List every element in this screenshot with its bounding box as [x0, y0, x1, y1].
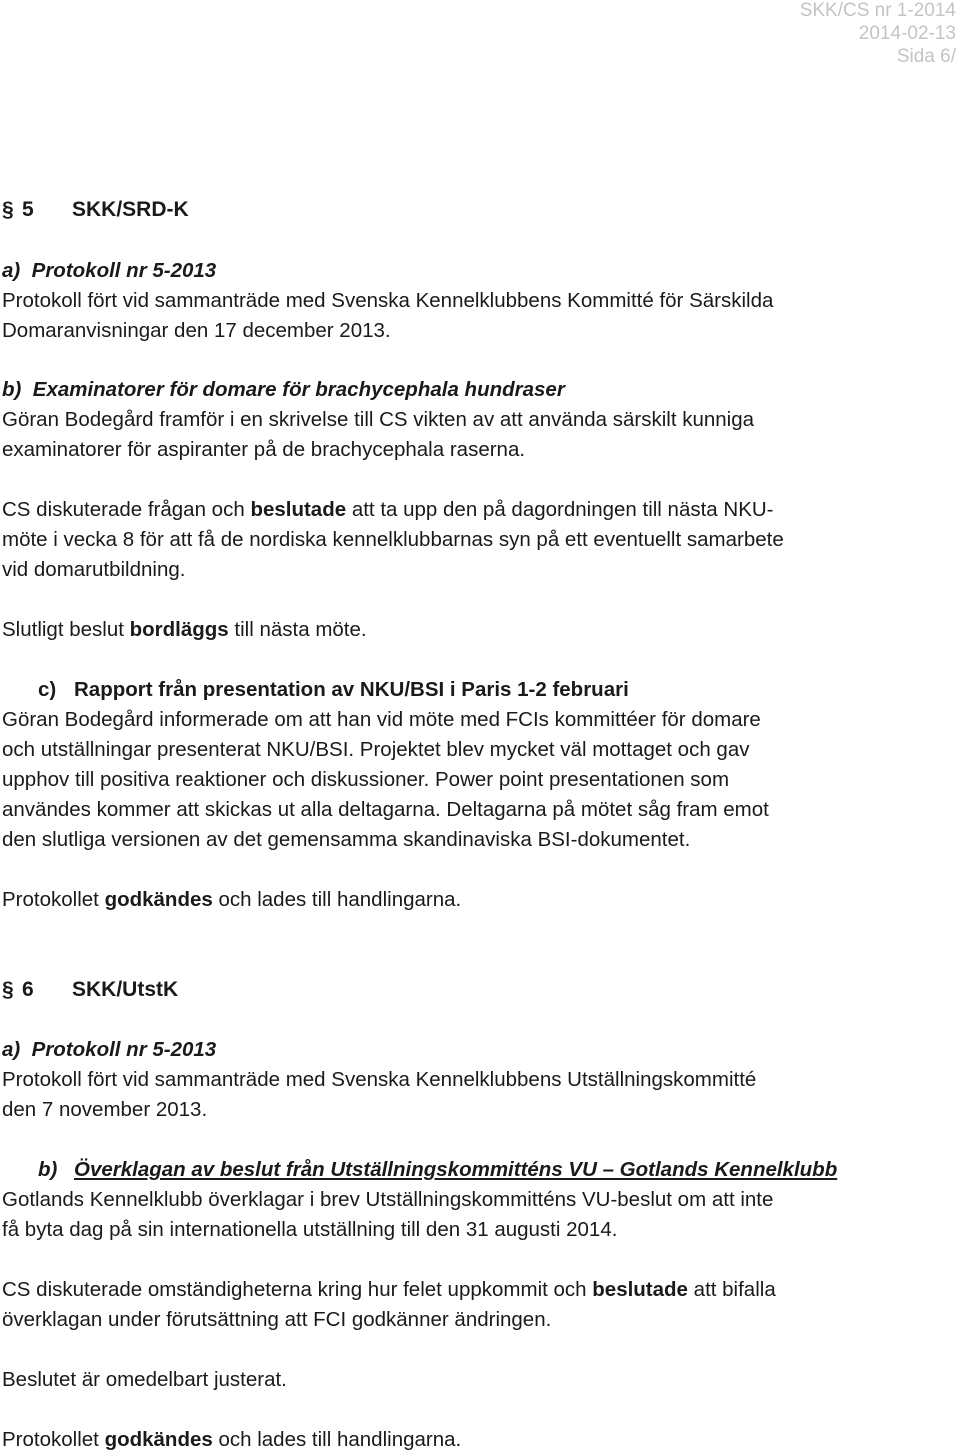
text-line: den slutliga versionen av det gemensamma skandinaviska BSI-dokumentet. — [2, 828, 691, 851]
text-span: till nästa möte. — [228, 618, 367, 641]
section-title: SKK/SRD-K — [72, 198, 189, 221]
item-label: c) — [38, 678, 57, 701]
text-span: Protokollet — [2, 888, 105, 911]
bold-text: beslutade — [250, 498, 347, 521]
section-number: 5 — [22, 198, 34, 221]
item-label: b) — [38, 1158, 58, 1181]
bold-text: bordläggs — [129, 618, 229, 641]
text-span: och lades till handlingarna. — [212, 888, 462, 911]
header-page: Sida 6/ — [896, 46, 956, 67]
text-line: den 7 november 2013. — [2, 1098, 208, 1121]
item-title: Rapport från presentation av NKU/BSI i Paris 1-2 februari — [74, 678, 629, 701]
text-line: examinatorer för aspiranter på de brachycephala raserna. — [2, 438, 526, 461]
text-line: möte i vecka 8 för att få de nordiska kennelklubbarnas syn på ett eventuellt samarbete — [2, 528, 784, 551]
section-mark: § — [2, 198, 14, 221]
item-label: b) — [2, 378, 22, 401]
section-title: SKK/UtstK — [72, 978, 179, 1001]
item-label: a) — [2, 1038, 21, 1061]
text-line: Beslutet är omedelbart justerat. — [2, 1368, 287, 1391]
item-title: Protokoll nr 5-2013 — [31, 1038, 217, 1061]
bold-text: godkändes — [104, 888, 213, 911]
text-line: Göran Bodegård framför i en skrivelse till CS vikten av att använda särskilt kunniga — [2, 408, 755, 431]
text-line: och utställningar presenterat NKU/BSI. Projektet blev mycket väl mottaget och gav — [2, 738, 750, 761]
item-title: Examinatorer för domare för brachycephala hundraser — [32, 378, 565, 401]
header-date: 2014-02-13 — [858, 23, 956, 44]
header-doc-id: SKK/CS nr 1-2014 — [799, 0, 956, 21]
text-line: överklagan under förutsättning att FCI godkänner ändringen. — [2, 1308, 552, 1331]
item-title: Överklagan av beslut från Utställningskommitténs VU – Gotlands Kennelklubb — [74, 1158, 838, 1181]
item-5c-heading — [2, 675, 629, 705]
item-5b-heading — [2, 375, 565, 405]
text-span: CS diskuterade frågan och — [2, 498, 251, 521]
bold-text: godkändes — [104, 1428, 213, 1451]
item-title: Protokoll nr 5-2013 — [31, 259, 217, 282]
text-span: Protokollet — [2, 1428, 105, 1451]
item-label: a) — [2, 259, 21, 282]
text-line: få byta dag på sin internationella utställning till den 31 augusti 2014. — [2, 1218, 618, 1241]
text-span: att ta upp den på dagordningen till nästa NKU- — [346, 498, 774, 521]
text-line: användes kommer att skickas ut alla deltagarna. Deltagarna på mötet såg fram emot — [2, 798, 769, 821]
text-line: Protokoll fört vid sammanträde med Svenska Kennelklubbens Kommitté för Särskilda — [2, 289, 774, 312]
section-5-heading — [2, 195, 189, 225]
text-span: att bifalla — [687, 1278, 776, 1301]
text-line — [2, 1425, 461, 1455]
text-line: Protokoll fört vid sammanträde med Svenska Kennelklubbens Utställningskommitté — [2, 1068, 757, 1091]
item-6a-heading — [2, 1035, 216, 1065]
section-6-heading — [2, 975, 178, 1005]
item-5a-heading — [2, 256, 216, 286]
section-mark: § — [2, 978, 14, 1001]
text-line — [2, 495, 774, 525]
text-line: Domaranvisningar den 17 december 2013. — [2, 319, 391, 342]
text-line: Gotlands Kennelklubb överklagar i brev Utställningskommitténs VU-beslut om att inte — [2, 1188, 774, 1211]
text-span: Slutligt beslut — [2, 618, 130, 641]
item-6b-heading — [2, 1155, 837, 1185]
text-line: upphov till positiva reaktioner och diskussioner. Power point presentationen som — [2, 768, 730, 791]
text-line: vid domarutbildning. — [2, 558, 186, 581]
text-line — [2, 1275, 776, 1305]
text-span: och lades till handlingarna. — [212, 1428, 462, 1451]
section-number: 6 — [22, 978, 34, 1001]
text-span: CS diskuterade omständigheterna kring hur felet uppkommit och — [2, 1278, 593, 1301]
bold-text: beslutade — [592, 1278, 688, 1301]
text-line — [2, 885, 461, 915]
text-line: Göran Bodegård informerade om att han vid möte med FCIs kommittéer för domare — [2, 708, 761, 731]
text-line — [2, 615, 367, 645]
